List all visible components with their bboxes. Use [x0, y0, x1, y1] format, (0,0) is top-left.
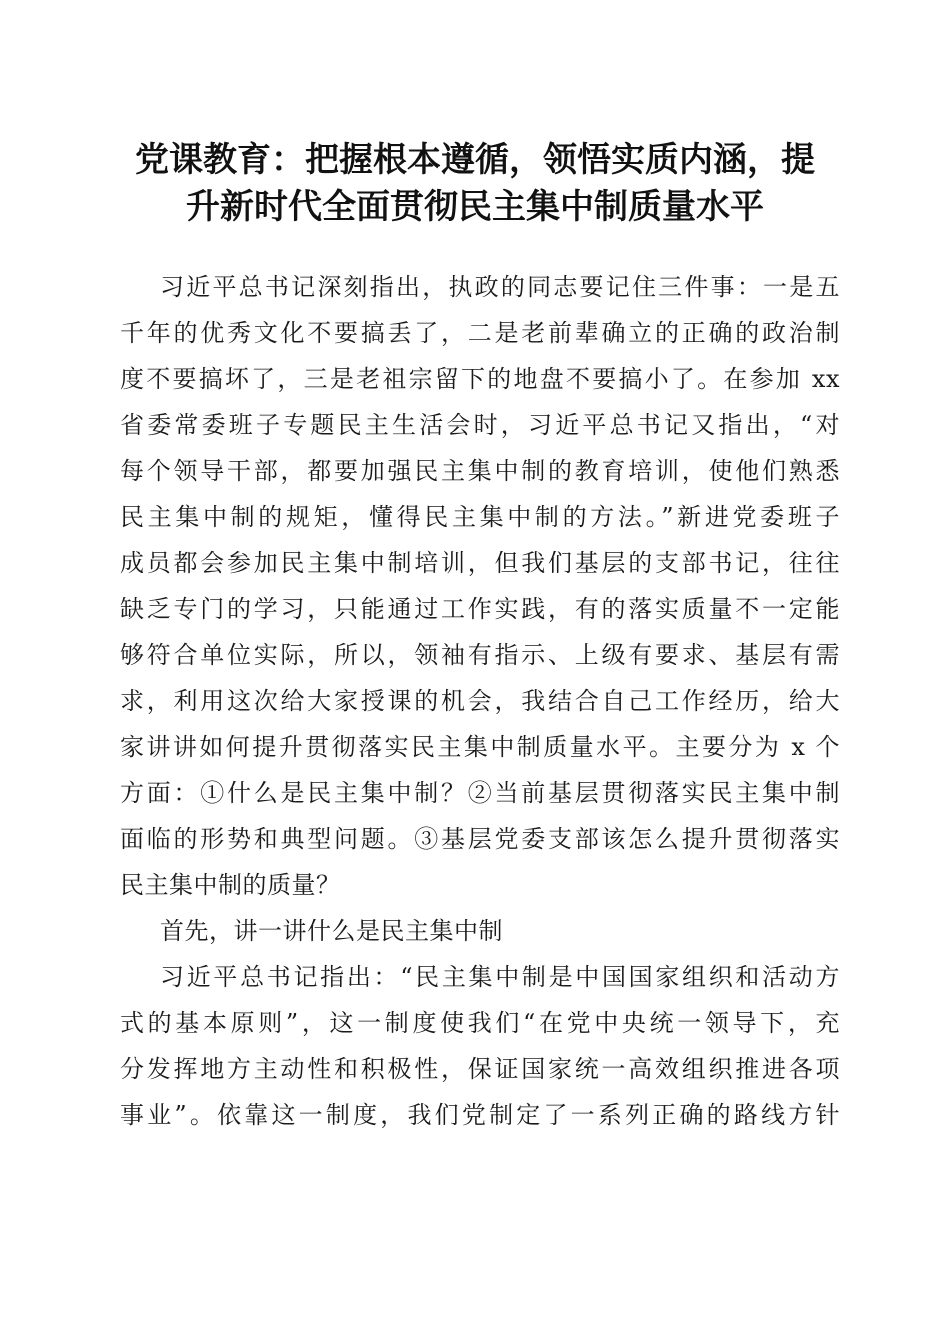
body-line: 面临的形势和典型问题。③基层党委支部该怎么提升贯彻落实	[120, 825, 840, 853]
title-line: 党课教育：把握根本遵循，领悟实质内涵，提	[135, 140, 815, 180]
body-line: 成员都会参加民主集中制培训，但我们基层的支部书记，往往	[120, 549, 840, 577]
body-line: 够符合单位实际，所以，领袖有指示、上级有要求、基层有需	[120, 641, 840, 669]
title-line: 升新时代全面贯彻民主集中制质量水平	[186, 187, 764, 227]
body-line: 式的基本原则”，这一制度使我们“在党中央统一领导下，充	[120, 1009, 840, 1037]
body-line: 习近平总书记深刻指出，执政的同志要记住三件事：一是五	[160, 273, 840, 301]
body-line: 求，利用这次给大家授课的机会，我结合自己工作经历，给大	[120, 687, 840, 715]
body-line: 民主集中制的质量？	[120, 871, 341, 899]
body-line: 省委常委班子专题民主生活会时，习近平总书记又指出，“对	[120, 411, 840, 439]
body-line: 事业”。依靠这一制度，我们党制定了一系列正确的路线方针	[120, 1101, 840, 1129]
body-line: 度不要搞坏了，三是老祖宗留下的地盘不要搞小了。在参加 xx	[120, 365, 840, 393]
document-title	[100, 137, 850, 231]
body-line: 分发挥地方主动性和积极性，保证国家统一高效组织推进各项	[120, 1055, 840, 1083]
section-heading: 首先，讲一讲什么是民主集中制	[160, 917, 503, 945]
body-line: 习近平总书记指出：“民主集中制是中国国家组织和活动方	[160, 963, 840, 991]
body-line: 民主集中制的规矩，懂得民主集中制的方法。”新进党委班子	[120, 503, 840, 531]
body-line: 缺乏专门的学习，只能通过工作实践，有的落实质量不一定能	[120, 595, 840, 623]
document-body	[120, 264, 840, 1138]
body-line: 每个领导干部，都要加强民主集中制的教育培训，使他们熟悉	[120, 457, 840, 485]
body-line: 方面：①什么是民主集中制？②当前基层贯彻落实民主集中制	[120, 779, 840, 807]
body-line: 千年的优秀文化不要搞丢了，二是老前辈确立的正确的政治制	[120, 319, 840, 347]
body-line: 家讲讲如何提升贯彻落实民主集中制质量水平。主要分为 x 个	[120, 733, 840, 761]
